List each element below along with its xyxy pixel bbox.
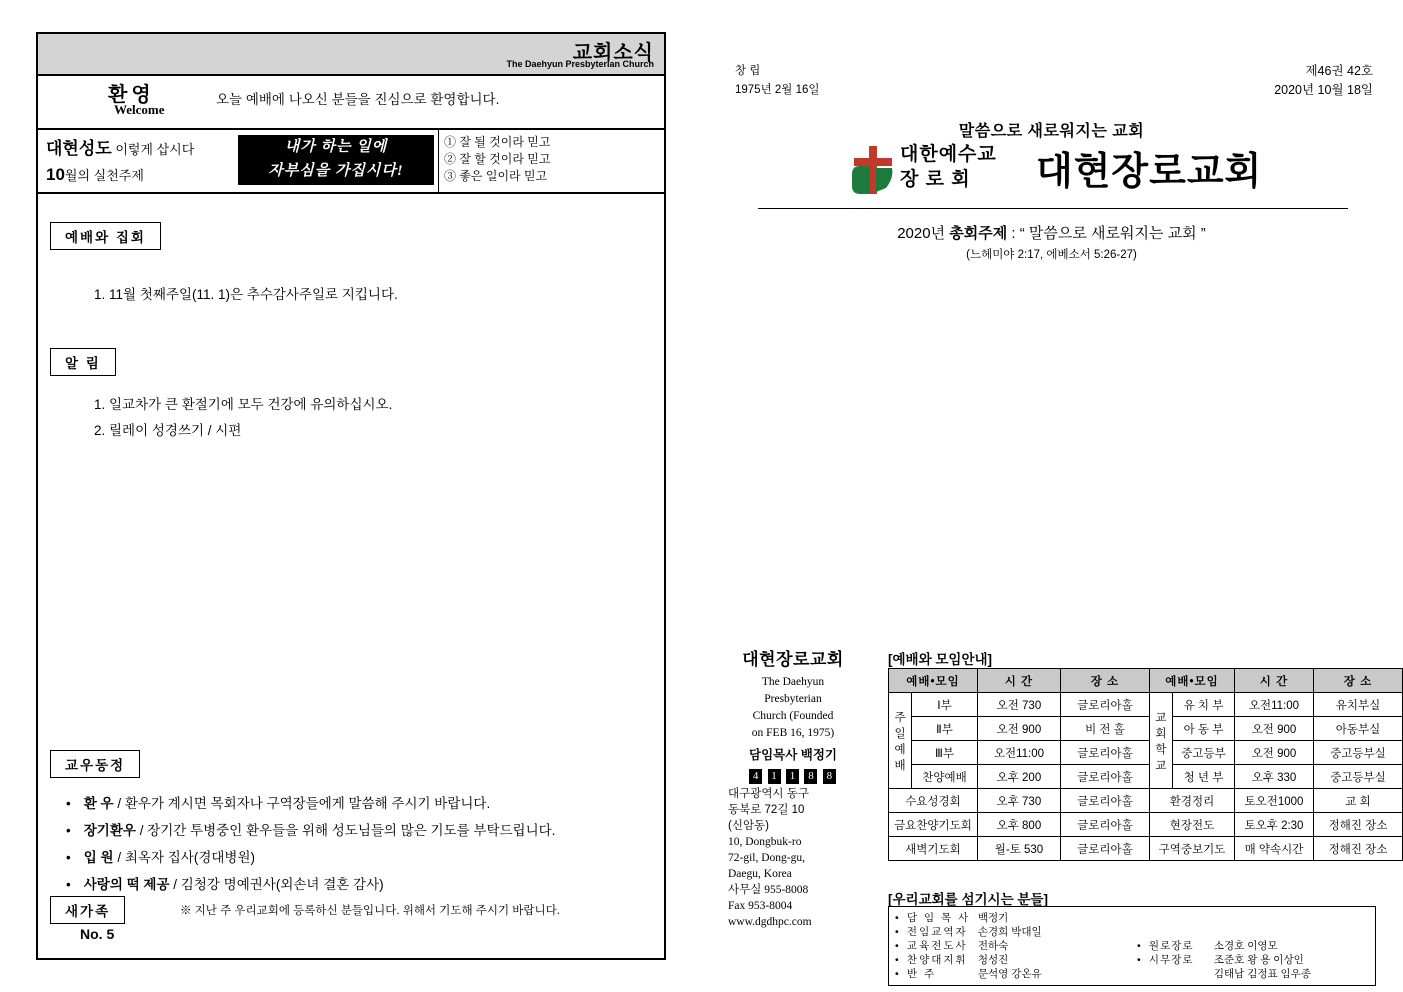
cell-worship: 찬양예배 [912, 765, 978, 789]
bullet-spacer [1137, 967, 1146, 981]
address-kr-line2: 동북로 72길 10 [728, 804, 805, 816]
table-row [889, 837, 1403, 861]
cell-worship2: 현장전도 [1149, 813, 1234, 837]
address-en-line1: 10, Dongbuk-ro [728, 836, 802, 848]
server-row [895, 939, 1042, 953]
cell-worship: Ⅰ부 [912, 693, 978, 717]
col-header-time-2: 시 간 [1235, 669, 1314, 693]
welcome-message: 오늘 예배에 나오신 분들을 진심으로 환영합니다. [216, 92, 500, 107]
section-notice-title: 알 림 [50, 348, 116, 376]
senior-pastor: 담임목사 백정기 [749, 748, 837, 762]
practice-theme-line1: 내가 하는 일에 [284, 139, 388, 155]
cell-worship2: 아 동 부 [1172, 717, 1234, 741]
member-label: 사랑의 떡 제공 [83, 877, 170, 892]
server-role: 시무장로 [1148, 954, 1194, 966]
cell-time: 월-토 530 [977, 837, 1060, 861]
monthly-practice-row [38, 130, 664, 194]
bullet-icon: • [66, 877, 71, 892]
bullet-icon: • [895, 954, 899, 966]
worship-item-1: 1. 11월 첫째주일(11. 1)은 추수감사주일로 지킵니다. [94, 287, 398, 302]
bullet-icon: • [895, 968, 899, 980]
church-name-large: 대현장로교회 [1036, 151, 1263, 193]
section-newfamily [50, 896, 125, 924]
section-notice-body [94, 392, 654, 444]
server-role: 전임교역자 [906, 926, 968, 938]
server-row [1137, 939, 1311, 953]
server-row [895, 911, 1042, 925]
cell-worship2: 중고등부 [1172, 741, 1234, 765]
address-en-line2: 72-gil, Dong-gu, [728, 852, 805, 864]
practice-month-rest: 월의 실천주제 [64, 168, 144, 184]
founded-block [735, 62, 820, 100]
cell-worship: Ⅲ부 [912, 741, 978, 765]
cross-logo-icon [850, 144, 896, 196]
cell-worship2: 환경정리 [1149, 789, 1234, 813]
address-korean [728, 786, 858, 834]
server-row [895, 967, 1042, 981]
col-header-place-1: 장 소 [1060, 669, 1149, 693]
annual-theme-prefix: 2020년 [897, 225, 950, 242]
member-text: / 장기간 투병중인 환우들을 위해 성도님들의 많은 기도를 부탁드립니다. [139, 823, 556, 838]
member-label: 입 원 [83, 850, 114, 865]
member-label: 환 우 [83, 796, 114, 811]
newfamily-note-wrap [180, 902, 650, 918]
practice-items [444, 134, 550, 185]
left-header-subtitle: The Daehyun Presbyterian Church [506, 59, 654, 69]
right-cover-panel [700, 0, 1403, 992]
practice-theme-box [238, 135, 434, 185]
zipcode-digit: 8 [804, 769, 817, 784]
practice-month: 10 [46, 165, 65, 185]
notice-item-1: 1. 일교차가 큰 환절기에 모두 건강에 유의하십시오. [94, 397, 393, 412]
bullet-icon: • [895, 912, 899, 924]
cell-place2: 정해진 장소 [1314, 813, 1403, 837]
worship-table-title: [예배와 모임안내] [888, 652, 993, 667]
server-name: 손경희 박대일 [977, 926, 1042, 938]
church-en-line2: Presbyterian [764, 693, 822, 705]
servers-title: [우리교회를 섬기시는 분들] [888, 892, 1048, 907]
website-url[interactable]: www.dgdhpc.com [728, 916, 812, 928]
member-item [66, 844, 662, 871]
section-worship [50, 222, 161, 250]
cell-time2: 오전 900 [1235, 741, 1314, 765]
server-row [1137, 967, 1311, 981]
newfamily-number: No. 5 [80, 926, 115, 942]
denomination-line2: 장 로 회 [900, 169, 971, 190]
table-row [889, 741, 1403, 765]
welcome-korean: 환영 [108, 84, 155, 106]
cell-time: 오전 900 [977, 717, 1060, 741]
denomination-line1: 대한예수교 [900, 144, 997, 165]
member-text: / 환우가 계시면 목회자나 구역장들에게 말씀해 주시기 바랍니다. [117, 796, 491, 811]
cell-time2: 오전 900 [1235, 717, 1314, 741]
table-row [889, 693, 1403, 717]
server-role: 원로장로 [1148, 940, 1194, 952]
cell-time2: 토오후 2:30 [1235, 813, 1314, 837]
server-name: 문석영 강온유 [977, 968, 1042, 980]
section-newfamily-title: 새가족 [50, 896, 125, 924]
section-notice [50, 348, 116, 376]
server-name: 김태남 김정표 임우종 [1213, 968, 1311, 980]
founded-label: 창 립 [735, 65, 761, 77]
annual-theme-bold: 총회주제 [949, 225, 1008, 242]
cell-place2: 중고등부실 [1314, 741, 1403, 765]
annual-theme-reference: (느헤미야 2:17, 에베소서 5:26-27) [966, 249, 1137, 261]
bullet-icon: • [1137, 954, 1141, 966]
zipcode-digit: 1 [768, 769, 781, 784]
member-item [66, 871, 662, 898]
server-role: 교육전도사 [906, 940, 968, 952]
church-logo-row [700, 138, 1403, 200]
newfamily-note: ※ 지난 주 우리교회에 등록하신 분들입니다. 위해서 기도해 주시기 바랍니다. [180, 905, 560, 917]
cell-worship: 새벽기도회 [889, 837, 978, 861]
church-en-line3: Church (Founded [752, 710, 834, 722]
server-row [895, 953, 1042, 967]
header-divider [758, 208, 1348, 209]
section-members [50, 750, 140, 778]
left-bulletin-panel [36, 32, 666, 960]
church-en-line4: on FEB 16, 1975) [751, 727, 835, 739]
section-worship-body [94, 282, 654, 308]
cell-place2: 정해진 장소 [1314, 837, 1403, 861]
practice-theme-line2: 자부심을 가집시다! [268, 163, 404, 179]
member-item [66, 817, 662, 844]
servers-column-1 [895, 911, 1042, 981]
bullet-icon: • [895, 940, 899, 952]
cell-time2: 토오전1000 [1235, 789, 1314, 813]
cell-time: 오전 730 [977, 693, 1060, 717]
left-header [38, 34, 664, 76]
section-worship-title: 예배와 집회 [50, 222, 161, 250]
annual-theme-rest: : “ 말씀으로 새로워지는 교회 ” [1007, 225, 1206, 242]
church-info-name: 대현장로교회 [742, 650, 844, 669]
bullet-icon: • [1137, 940, 1141, 952]
server-role: 담 임 목 사 [906, 912, 971, 924]
cell-time2: 오후 330 [1235, 765, 1314, 789]
row-group-sunday: 주 일 예 배 [889, 693, 912, 789]
cell-worship2: 청 년 부 [1172, 765, 1234, 789]
col-header-worship-2: 예배•모임 [1149, 669, 1234, 693]
welcome-row [38, 76, 664, 130]
cell-worship: 수요성경회 [889, 789, 978, 813]
left-header-title: 교회소식 [572, 42, 654, 64]
col-header-place-2: 장 소 [1314, 669, 1403, 693]
cell-place: 비 전 홀 [1060, 717, 1149, 741]
cell-place: 글로리아홀 [1060, 789, 1149, 813]
cell-worship2: 구역중보기도 [1149, 837, 1234, 861]
table-row [889, 765, 1403, 789]
cell-place2: 중고등부실 [1314, 765, 1403, 789]
practice-divider [438, 130, 439, 192]
address-kr-line3: (신암동) [728, 820, 769, 832]
server-name: 전하숙 [977, 940, 1009, 952]
practice-item-2: ② 잘 할 것이라 믿고 [444, 152, 551, 166]
server-name: 소경호 이영모 [1213, 940, 1278, 952]
server-row [895, 925, 1042, 939]
cell-time2: 오전11:00 [1235, 693, 1314, 717]
zipcode-digit: 8 [823, 769, 836, 784]
zipcode-digit: 4 [749, 769, 762, 784]
cell-worship: Ⅱ부 [912, 717, 978, 741]
table-row [889, 789, 1403, 813]
church-en-line1: The Daehyun [761, 676, 825, 688]
issue-date: 2020년 10월 18일 [1274, 83, 1373, 97]
church-info-block [728, 645, 858, 930]
cell-place: 글로리아홀 [1060, 693, 1149, 717]
table-header-row [889, 669, 1403, 693]
cell-place: 글로리아홀 [1060, 813, 1149, 837]
annual-theme [700, 222, 1403, 243]
notice-item-2: 2. 릴레이 성경쓰기 / 시편 [94, 423, 242, 438]
newfamily-number-wrap [80, 926, 114, 942]
welcome-english: Welcome [114, 102, 165, 117]
section-members-title: 교우동정 [50, 750, 140, 778]
member-text: / 김청강 명예권사(외손녀 결혼 감사) [173, 877, 384, 892]
servers-box [888, 906, 1376, 986]
col-header-time-1: 시 간 [977, 669, 1060, 693]
practice-item-3: ③ 좋은 일이라 믿고 [444, 169, 548, 183]
office-phone: 사무실 955-8008 [728, 884, 809, 896]
cell-place2: 아동부실 [1314, 717, 1403, 741]
practice-label-bold: 대현성도 [46, 139, 112, 158]
address-kr-line1: 대구광역시 동구 [728, 788, 809, 800]
worship-schedule-table [888, 668, 1403, 861]
cell-time2: 매 약속시간 [1235, 837, 1314, 861]
practice-label [46, 136, 194, 189]
server-role: 찬양대지휘 [906, 954, 968, 966]
cell-time: 오후 800 [977, 813, 1060, 837]
servers-column-2 [1137, 939, 1311, 981]
volume-block [1274, 62, 1373, 100]
church-slogan: 말씀으로 새로워지는 교회 [958, 123, 1145, 140]
server-name: 백정기 [977, 912, 1009, 924]
cell-worship2: 유 치 부 [1172, 693, 1234, 717]
member-text: / 최옥자 집사(경대병원) [117, 850, 255, 865]
cell-time: 오후 730 [977, 789, 1060, 813]
zipcode-digit: 1 [786, 769, 799, 784]
bullet-icon: • [66, 850, 71, 865]
cell-place: 글로리아홀 [1060, 765, 1149, 789]
row-group-school: 교 회 학 교 [1149, 693, 1172, 789]
zipcode [728, 766, 858, 784]
member-item [66, 790, 662, 817]
cell-place2: 유치부실 [1314, 693, 1403, 717]
cell-time: 오전11:00 [977, 741, 1060, 765]
practice-label-rest: 이렇게 삽시다 [111, 142, 195, 157]
address-english [728, 834, 858, 930]
cell-worship: 금요찬양기도회 [889, 813, 978, 837]
practice-item-1: ① 잘 될 것이라 믿고 [444, 135, 551, 149]
church-info-english [728, 674, 858, 742]
server-name: 청성진 [977, 954, 1009, 966]
section-members-body [66, 790, 662, 898]
table-row [889, 813, 1403, 837]
bullet-icon: • [66, 796, 71, 811]
fax-number: Fax 953-8004 [728, 900, 793, 912]
volume-number: 제46권 42호 [1305, 64, 1373, 78]
server-row [1137, 953, 1311, 967]
address-en-line3: Daegu, Korea [728, 868, 792, 880]
server-name: 조준호 왕 용 이상인 [1213, 954, 1304, 966]
cell-place2: 교 회 [1314, 789, 1403, 813]
member-label: 장기환우 [83, 823, 136, 838]
table-row [889, 717, 1403, 741]
denomination-name [900, 142, 997, 192]
bullet-icon: • [66, 823, 71, 838]
cell-place: 글로리아홀 [1060, 741, 1149, 765]
server-role: 반 주 [906, 968, 937, 980]
founded-date: 1975년 2월 16일 [735, 84, 820, 96]
col-header-worship-1: 예배•모임 [889, 669, 978, 693]
bullet-icon: • [895, 926, 899, 938]
cell-place: 글로리아홀 [1060, 837, 1149, 861]
cell-time: 오후 200 [977, 765, 1060, 789]
